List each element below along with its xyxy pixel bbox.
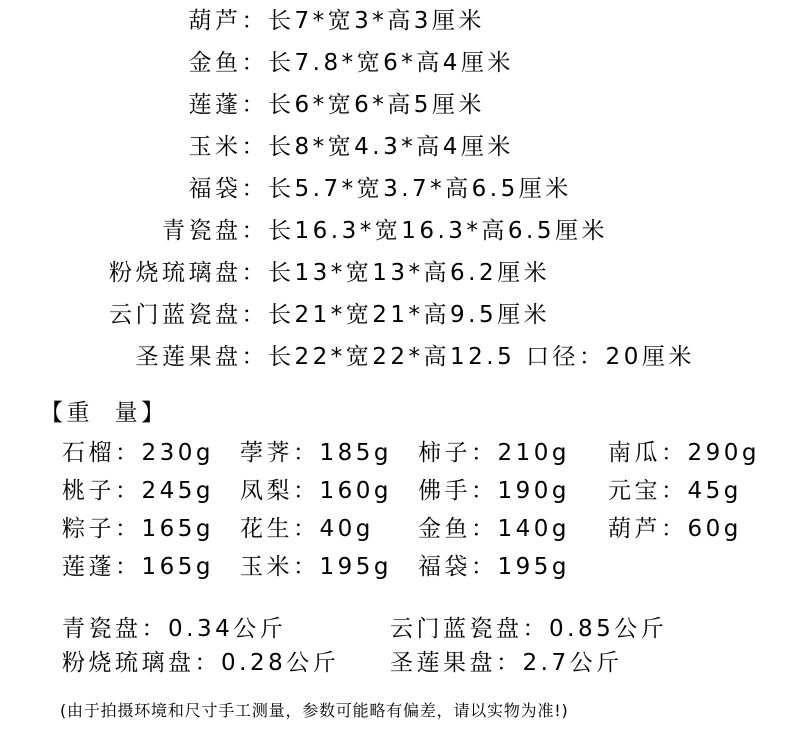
dimension-row — [0, 300, 550, 330]
item-name: 圣莲果盘： — [135, 344, 268, 370]
weight-cell: 石榴：230g — [62, 440, 214, 466]
weight-cell: 福袋：195g — [418, 554, 570, 580]
weight-cell: 粽子：165g — [62, 516, 214, 542]
item-name: 青瓷盘： — [162, 218, 268, 244]
item-name: 金鱼： — [188, 50, 268, 76]
item-size: 长6*宽6*高5厘米 — [268, 92, 485, 118]
weight-cell: 花生：40g — [240, 516, 374, 542]
dimension-row — [0, 216, 608, 246]
dimension-row — [0, 174, 572, 204]
plate-weight-cell: 云门蓝瓷盘：0.85公斤 — [390, 616, 668, 642]
item-size: 长7.8*宽6*高4厘米 — [268, 50, 514, 76]
weight-cell: 柿子：210g — [418, 440, 570, 466]
weight-heading: 【重 量】 — [40, 400, 168, 426]
weight-cell: 金鱼：140g — [418, 516, 570, 542]
weight-row — [62, 438, 760, 468]
weight-cell: 元宝：45g — [608, 478, 742, 504]
plate-weight-cell: 圣莲果盘：2.7公斤 — [390, 650, 623, 676]
dimension-row — [0, 48, 514, 78]
weight-cell: 南瓜：290g — [608, 440, 760, 466]
plate-weight-cell: 青瓷盘：0.34公斤 — [62, 616, 287, 642]
weight-cell: 佛手：190g — [418, 478, 570, 504]
weight-cell: 桃子：245g — [62, 478, 214, 504]
plate-weight-cell: 粉烧琉璃盘：0.28公斤 — [62, 650, 340, 676]
dimension-row — [0, 258, 550, 288]
item-size: 长16.3*宽16.3*高6.5厘米 — [268, 218, 608, 244]
item-name: 葫芦： — [188, 8, 268, 34]
weight-cell: 葫芦：60g — [608, 516, 742, 542]
dimension-row — [0, 132, 514, 162]
weight-row — [62, 476, 742, 506]
item-size: 长8*宽4.3*高4厘米 — [268, 134, 514, 160]
dimension-row — [0, 342, 695, 372]
disclaimer-note: (由于拍摄环境和尺寸手工测量，参数可能略有偏差，请以实物为准!) — [60, 701, 569, 720]
item-size: 长13*宽13*高6.2厘米 — [268, 260, 551, 286]
weight-row — [62, 552, 608, 582]
weight-cell: 凤梨：160g — [240, 478, 392, 504]
weight-cell: 荸荠：185g — [240, 440, 392, 466]
item-name: 云门蓝瓷盘： — [109, 302, 268, 328]
dimension-row — [0, 6, 485, 36]
item-name: 粉烧琉璃盘： — [109, 260, 268, 286]
item-name: 莲蓬： — [188, 92, 268, 118]
weight-row — [62, 514, 742, 544]
item-size: 长21*宽21*高9.5厘米 — [268, 302, 551, 328]
weight-cell: 玉米：195g — [240, 554, 392, 580]
item-name: 福袋： — [188, 176, 268, 202]
plate-weight-row — [62, 614, 667, 644]
dimension-row — [0, 90, 485, 120]
item-size: 长5.7*宽3.7*高6.5厘米 — [268, 176, 572, 202]
item-size: 长7*宽3*高3厘米 — [268, 8, 485, 34]
item-name: 玉米： — [188, 134, 268, 160]
weight-cell: 莲蓬：165g — [62, 554, 214, 580]
plate-weight-row — [62, 648, 623, 678]
item-size: 长22*宽22*高12.5 口径：20厘米 — [268, 344, 695, 370]
